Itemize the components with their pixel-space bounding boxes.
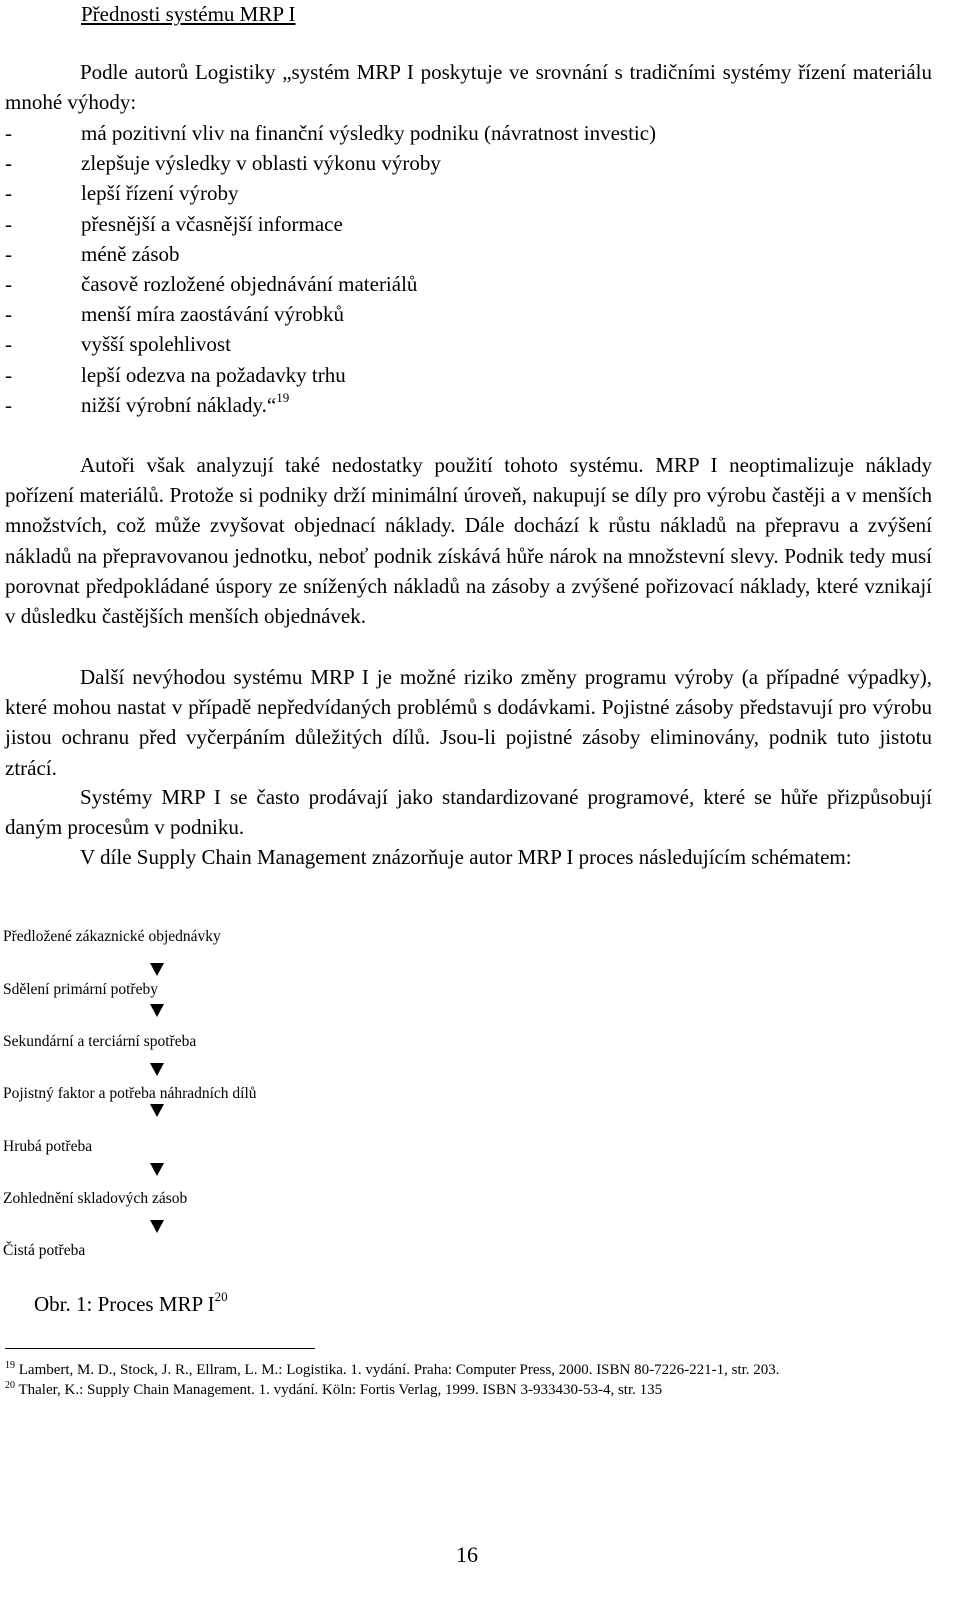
footnote-text: Thaler, K.: Supply Chain Management. 1. vydání. Köln: Fortis Verlag, 1999. ISBN 3-933430-53-4, str. 135 (18, 1382, 663, 1398)
paragraph-text: Systémy MRP I se často prodávají jako standardizované programové, které se hůře přizpůsobují daným procesům v podniku. (5, 785, 932, 840)
list-item (5, 239, 656, 269)
paragraph-text: Další nevýhodou systému MRP I je možné riziko změny programu výroby (a případné výpadky), které mohou nastat v případě nepředvídaných problémů s dodávkami. Pojistné zásoby představují pro výrobu jistou ochranu před vyčerpáním důležitých dílů. Jsou-li pojistné zásoby eliminovány, podnik tuto jistotu ztrácí. (5, 665, 932, 780)
flow-step: Předložené zákaznické objednávky (3, 928, 221, 945)
footnote (5, 1362, 780, 1379)
list-item-text: lepší odezva na požadavky trhu (81, 362, 346, 387)
bullet-dash: - (5, 362, 12, 387)
list-item-text: přesnější a včasnější informace (81, 211, 343, 236)
list-item (5, 360, 656, 390)
list-item-text: menší míra zaostávání výrobků (81, 302, 345, 327)
page-number: 16 (456, 1542, 478, 1567)
bullet-dash: - (5, 181, 12, 206)
list-item-text: zlepšuje výsledky v oblasti výkonu výroby (81, 151, 441, 176)
footnote-separator (5, 1348, 315, 1349)
flow-step: Sekundární a terciární spotřeba (3, 1033, 197, 1050)
flow-step: Zohlednění skladových zásob (3, 1190, 188, 1207)
list-item (5, 118, 656, 148)
list-item (5, 209, 656, 239)
list-item-text: nižší výrobní náklady.“ (81, 392, 277, 417)
figure-caption (34, 1289, 228, 1317)
flow-step: Pojistný faktor a potřeba náhradních dílů (3, 1085, 257, 1102)
footnote (5, 1382, 662, 1399)
flow-step: Čistá potřeba (3, 1242, 86, 1259)
down-arrow-icon (150, 1004, 164, 1017)
paragraph-text: V díle Supply Chain Management znázorňuje autor MRP I proces následujícím schématem: (80, 845, 852, 869)
down-arrow-icon (150, 1163, 164, 1176)
section-heading: Přednosti systému MRP I (81, 2, 296, 26)
footnote-number: 20 (5, 1380, 15, 1391)
list-item-text: vyšší spolehlivost (81, 332, 231, 357)
down-arrow-icon (150, 1220, 164, 1233)
bullet-dash: - (5, 302, 12, 327)
body-paragraph (5, 662, 932, 783)
list-item-text: má pozitivní vliv na finanční výsledky podniku (návratnost investic) (81, 121, 657, 145)
list-item (5, 148, 656, 178)
flow-step: Hrubá potřeba (3, 1138, 93, 1155)
list-item-text: méně zásob (81, 241, 180, 266)
list-item (5, 299, 656, 329)
bullet-dash: - (5, 211, 12, 236)
intro-paragraph (5, 57, 932, 117)
bullet-dash: - (5, 151, 12, 176)
down-arrow-icon (150, 963, 164, 976)
intro-text: Podle autorů Logistiky „systém MRP I poskytuje ve srovnání s tradičními systémy řízení materiálu mnohé výhody: (5, 60, 932, 115)
list-item-text: lepší řízení výroby (81, 181, 239, 206)
footnote-number: 19 (5, 1360, 15, 1371)
body-paragraph (5, 782, 932, 842)
list-item (5, 269, 656, 299)
bullet-dash: - (5, 241, 12, 266)
list-item (5, 390, 656, 420)
paragraph-text: Autoři však analyzují také nedostatky použití tohoto systému. MRP I neoptimalizuje náklady pořízení materiálů. Protože si podniky drží minimální úroveň, nakupují se díly pro výrobu častěji a v menších množstvích, což může zvyšovat objednací náklady. Dále dochází k růstu nákladů na přepravu a zvýšení nákladů na přepravovanou jednotku, neboť podnik získává hůře nárok na množstevní slevy. Podnik tedy musí porovnat předpokládané úspory ze snížených nákladů na zásoby a zvýšené pořizovací náklady, které vznikají v důsledku častějších menších objednávek. (5, 453, 932, 629)
bullet-dash: - (5, 332, 12, 357)
list-item-text: časově rozložené objednávání materiálů (81, 272, 418, 297)
body-paragraph (5, 450, 932, 631)
footnote-ref: 20 (214, 1289, 228, 1304)
down-arrow-icon (150, 1063, 164, 1076)
body-paragraph (5, 842, 932, 872)
caption-text: Obr. 1: Proces MRP I (34, 1292, 215, 1316)
list-item (5, 178, 656, 208)
down-arrow-icon (150, 1104, 164, 1117)
list-item (5, 329, 656, 359)
bullet-dash: - (5, 272, 12, 297)
footnote-ref: 19 (276, 389, 290, 405)
footnote-text: Lambert, M. D., Stock, J. R., Ellram, L. M.: Logistika. 1. vydání. Praha: Computer Press, 2000. ISBN 80-7226-221-1, str. 203. (18, 1362, 780, 1378)
advantages-list (5, 118, 656, 420)
bullet-dash: - (5, 392, 12, 417)
bullet-dash: - (5, 121, 12, 145)
flow-step: Sdělení primární potřeby (3, 981, 158, 998)
